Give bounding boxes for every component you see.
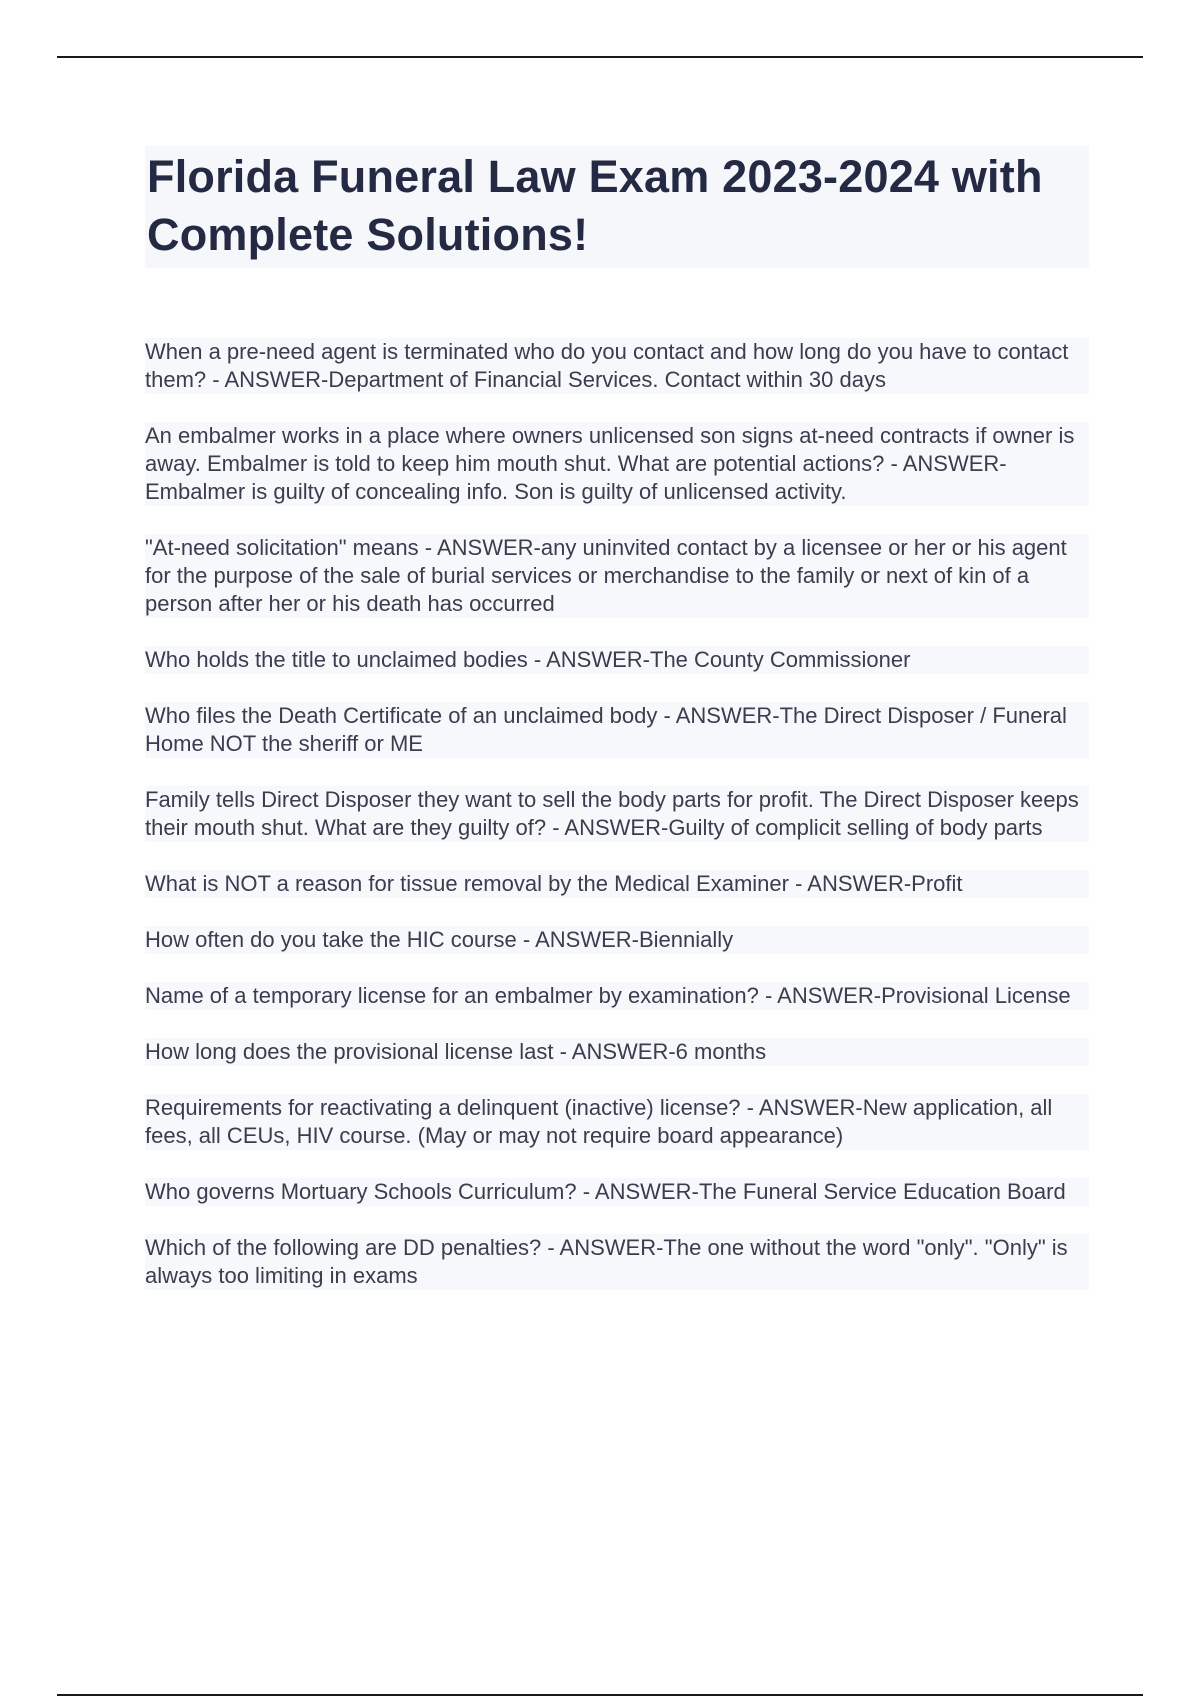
qa-item: An embalmer works in a place where owners unlicensed son signs at-need contracts if owner is away. Embalmer is told to keep him mouth shut. What are potential actions? - ANSWER-Embalmer is guilty of concealing info. Son is guilty of unlicensed activity. <box>145 422 1089 506</box>
qa-item: What is NOT a reason for tissue removal by the Medical Examiner - ANSWER-Profit <box>145 870 1089 898</box>
qa-item: "At-need solicitation" means - ANSWER-any uninvited contact by a licensee or her or his agent for the purpose of the sale of burial services or merchandise to the family or next of kin of a person after her or his death has occurred <box>145 534 1089 618</box>
title-block <box>145 146 1089 268</box>
top-rule <box>57 56 1143 58</box>
qa-item: Who files the Death Certificate of an unclaimed body - ANSWER-The Direct Disposer / Funeral Home NOT the sheriff or ME <box>145 702 1089 758</box>
document-title: Florida Funeral Law Exam 2023-2024 with Complete Solutions! <box>147 151 1043 260</box>
qa-item: How long does the provisional license last - ANSWER-6 months <box>145 1038 1089 1066</box>
qa-item: When a pre-need agent is terminated who do you contact and how long do you have to contact them? - ANSWER-Department of Financial Services. Contact within 30 days <box>145 338 1089 394</box>
qa-item: Which of the following are DD penalties? - ANSWER-The one without the word "only". "Only" is always too limiting in exams <box>145 1234 1089 1290</box>
bottom-rule <box>57 1694 1143 1696</box>
qa-item: How often do you take the HIC course - ANSWER-Biennially <box>145 926 1089 954</box>
qa-item: Family tells Direct Disposer they want to sell the body parts for profit. The Direct Disposer keeps their mouth shut. What are they guilty of? - ANSWER-Guilty of complicit selling of body parts <box>145 786 1089 842</box>
qa-item: Who holds the title to unclaimed bodies - ANSWER-The County Commissioner <box>145 646 1089 674</box>
qa-item: Requirements for reactivating a delinquent (inactive) license? - ANSWER-New application, all fees, all CEUs, HIV course. (May or may not require board appearance) <box>145 1094 1089 1150</box>
qa-item: Who governs Mortuary Schools Curriculum? - ANSWER-The Funeral Service Education Board <box>145 1178 1089 1206</box>
qa-item: Name of a temporary license for an embalmer by examination? - ANSWER-Provisional License <box>145 982 1089 1010</box>
qa-list <box>145 338 1089 1318</box>
